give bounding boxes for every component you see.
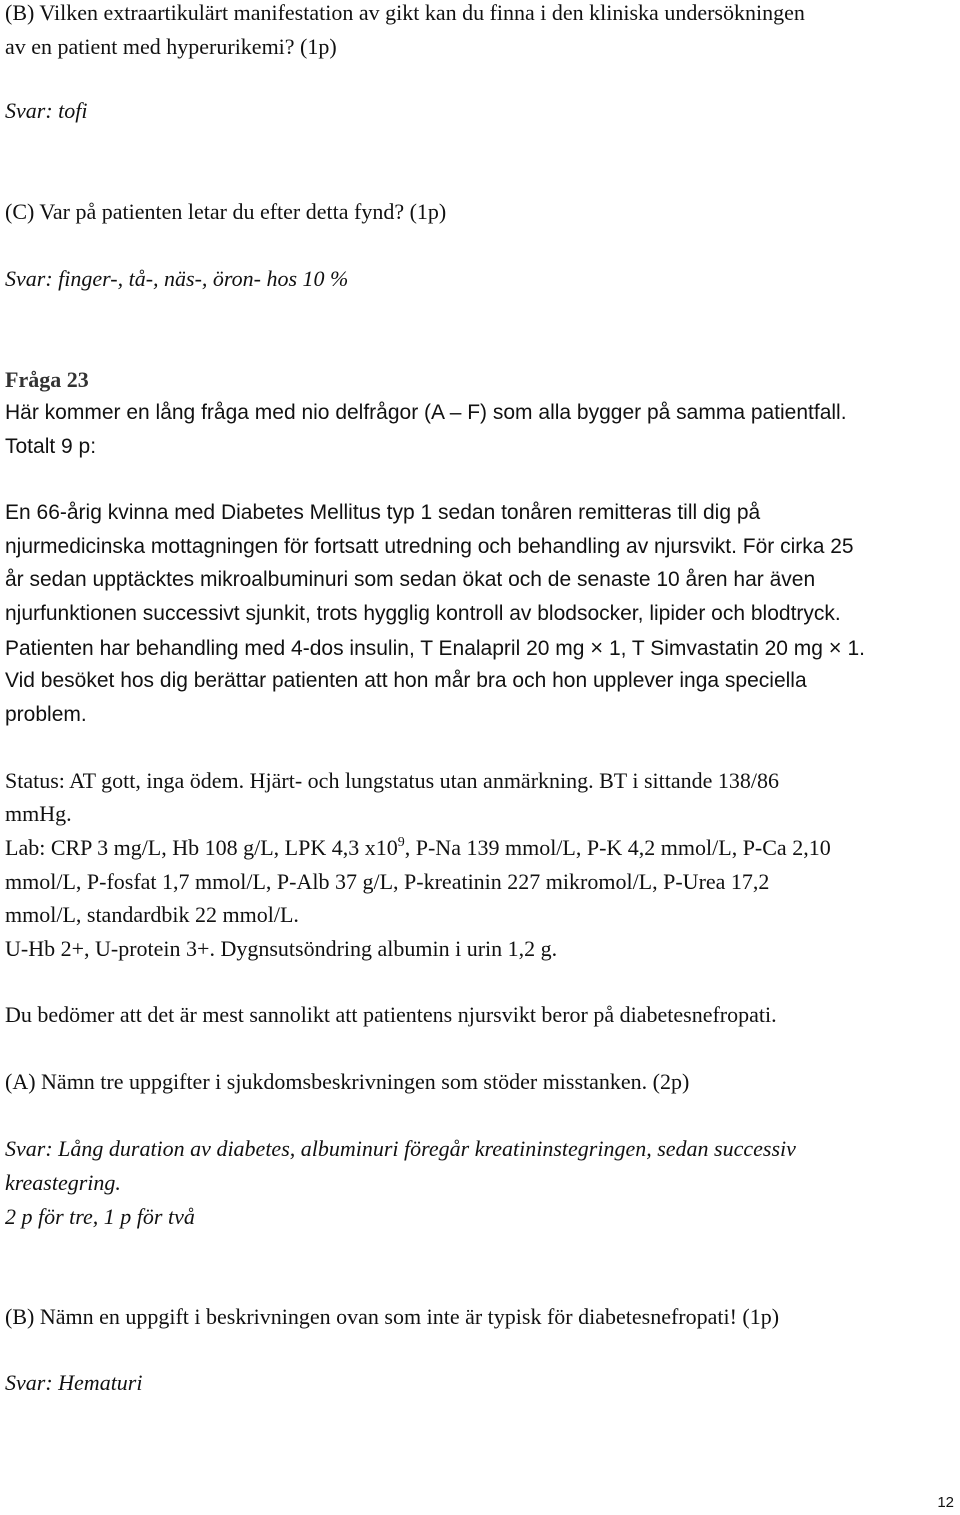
question-c: (C) Var på patienten letar du efter detta fynd? (1p) (5, 199, 447, 224)
visit-line-2: problem. (5, 703, 87, 726)
lab-line-1-b: , P-Na 139 mmol/L, P-K 4,2 mmol/L, P-Ca 2,10 (404, 835, 831, 860)
question-b-line-1: (B) Vilken extraartikulärt manifestation av gikt kan du finna i den kliniska undersökningen (5, 0, 805, 25)
medication-part-3: 1. (841, 637, 866, 660)
visit-line-1: Vid besöket hos dig berättar patienten att hon mår bra och hon upplever inga speciella (5, 669, 807, 692)
case-line-1: En 66-årig kvinna med Diabetes Mellitus typ 1 sedan tonåren remitteras till dig på (5, 501, 761, 524)
question-23-intro-line-1: Här kommer en lång fråga med nio delfrågor (A – F) som alla bygger på samma patientfall. (5, 401, 847, 424)
part-a-question: (A) Nämn tre uppgifter i sjukdomsbeskrivningen som stöder misstanken. (2p) (5, 1069, 690, 1094)
status-line-1: Status: AT gott, inga ödem. Hjärt- och lungstatus utan anmärkning. BT i sittande 138/86 (5, 768, 779, 793)
lab-line-3: mmol/L, standardbik 22 mmol/L. (5, 902, 299, 927)
status-line-2: mmHg. (5, 801, 72, 826)
question-23-intro-line-2: Totalt 9 p: (5, 435, 97, 458)
lab-exponent: 9 (397, 835, 405, 850)
part-b-answer: Svar: Hematuri (5, 1370, 143, 1395)
assessment: Du bedömer att det är mest sannolikt att patientens njursvikt beror på diabetesnefropati. (5, 1002, 777, 1027)
lab-line-1-a: Lab: CRP 3 mg/L, Hb 108 g/L, LPK 4,3 x10 (5, 835, 398, 860)
medication-part-2: 1, T Simvastatin 20 mg (603, 637, 829, 660)
answer-b: Svar: tofi (5, 98, 88, 123)
case-line-4: njurfunktionen successivt sjunkit, trots hygglig kontroll av blodsocker, lipider och blodtryck. (5, 602, 841, 625)
medication-part-1: Patienten har behandling med 4-dos insulin, T Enalapril 20 mg (5, 637, 591, 660)
question-b-line-2: av en patient med hyperurikemi? (1p) (5, 34, 337, 59)
answer-c: Svar: finger-, tå-, näs-, öron- hos 10 % (5, 266, 349, 291)
case-line-3: år sedan upptäcktes mikroalbuminuri som sedan ökat och de senaste 10 åren har även (5, 568, 816, 591)
lab-line-4: U-Hb 2+, U-protein 3+. Dygnsutsöndring albumin i urin 1,2 g. (5, 936, 558, 961)
times-symbol: × (828, 635, 842, 660)
part-b-question: (B) Nämn en uppgift i beskrivningen ovan som inte är typisk för diabetesnefropati! (1p) (5, 1304, 780, 1329)
part-a-scoring: 2 p för tre, 1 p för två (5, 1204, 195, 1229)
case-line-2: njurmedicinska mottagningen för fortsatt utredning och behandling av njursvikt. För cirka 25 (5, 535, 854, 558)
question-23-title: Fråga 23 (5, 367, 89, 392)
part-a-answer-line-1: Svar: Lång duration av diabetes, albuminuri föregår kreatininstegringen, sedan successiv (5, 1136, 796, 1161)
times-symbol: × (590, 635, 604, 660)
lab-line-1 (5, 835, 831, 861)
page-number: 12 (937, 1494, 954, 1511)
part-a-answer-line-2: kreastegring. (5, 1170, 121, 1195)
lab-line-2: mmol/L, P-fosfat 1,7 mmol/L, P-Alb 37 g/L, P-kreatinin 227 mikromol/L, P-Urea 17,2 (5, 869, 770, 894)
medication-line (5, 635, 865, 661)
